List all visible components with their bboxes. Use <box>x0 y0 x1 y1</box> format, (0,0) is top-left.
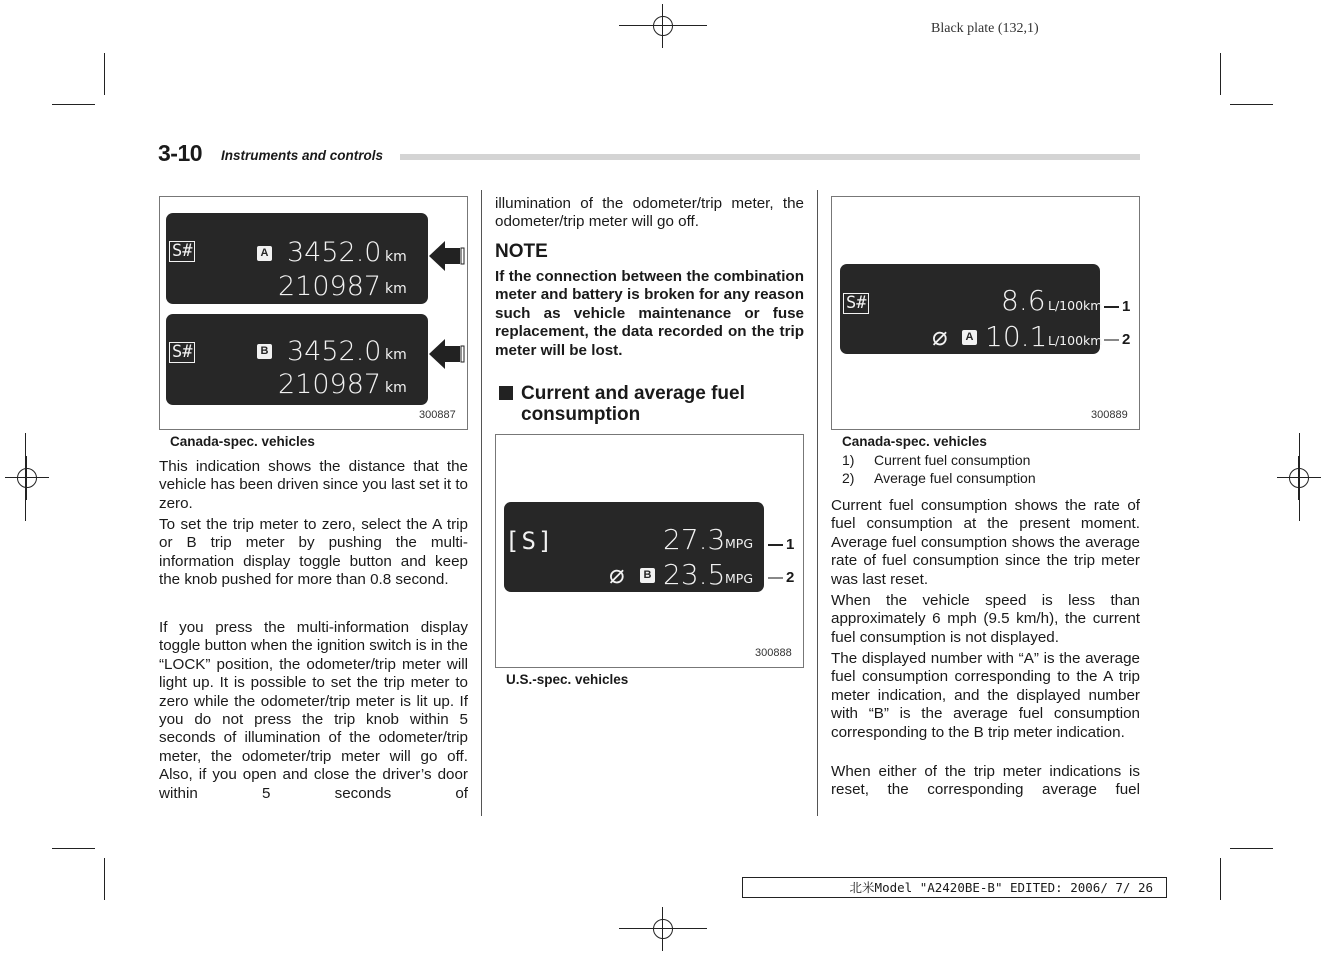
trip-letter-badge: B <box>640 568 655 583</box>
crop-mark <box>52 104 95 105</box>
trip-letter-badge: B <box>257 344 272 359</box>
odometer-value: 210987 <box>278 369 382 400</box>
trip-letter-badge: A <box>257 246 272 261</box>
registration-mark-top <box>641 4 685 48</box>
figure-caption: Canada-spec. vehicles <box>842 434 987 449</box>
paragraph: Current fuel consumption shows the rate of fuel consumption at the present moment. Average fuel consumption shows the average rate of fuel consumption since the trip meter was last reset. <box>831 497 1140 588</box>
callout-line <box>768 544 783 546</box>
trim-line-left-top <box>619 25 707 26</box>
callout-number: 2 <box>786 569 795 586</box>
crop-mark <box>1220 53 1221 95</box>
crop-mark <box>1220 858 1221 900</box>
trip-unit: km <box>385 347 407 363</box>
subheading-line: Current and average fuel <box>521 383 745 404</box>
registration-mark-bottom <box>641 907 685 951</box>
trim-line-bottom <box>619 928 707 929</box>
mode-indicator: S# <box>843 293 869 314</box>
figure-odometer-trip <box>159 196 468 430</box>
crop-mark <box>104 858 105 900</box>
page-number: 3-10 <box>158 140 203 166</box>
figure-caption: Canada-spec. vehicles <box>170 434 315 449</box>
average-symbol-icon: ⌀ <box>932 322 948 352</box>
trip-value: 3452.0 <box>287 237 382 268</box>
average-fuel-unit: MPG <box>725 571 754 586</box>
subheading-line: consumption <box>521 404 641 425</box>
trip-value: 3452.0 <box>287 336 382 367</box>
odometer-unit: km <box>385 380 407 396</box>
crop-mark <box>1299 433 1300 521</box>
mode-indicator: S# <box>169 342 195 363</box>
figure-caption: U.S.-spec. vehicles <box>506 672 629 687</box>
trip-letter-badge: A <box>962 330 977 345</box>
trip-unit: km <box>385 249 407 265</box>
paragraph: To set the trip meter to zero, select the A trip or B trip meter by pushing the multi-information display toggle button and keep the knob pushed for more than 0.8 second. <box>159 516 468 589</box>
callout-number: 2 <box>1122 331 1131 348</box>
figure-fuel-consumption-canada <box>831 196 1140 430</box>
current-fuel-unit: L/100km <box>1048 298 1103 313</box>
legend-item: 1) Current fuel consumption <box>842 452 1031 468</box>
legend-item: 2) Average fuel consumption <box>842 470 1036 486</box>
callout-line <box>1104 339 1119 341</box>
odometer-unit: km <box>385 281 407 297</box>
column-divider <box>817 190 818 816</box>
section-title: Instruments and controls <box>221 148 384 163</box>
subheading <box>521 383 811 425</box>
figure-legend <box>842 451 1036 487</box>
header-bar <box>400 154 1140 160</box>
crop-mark <box>52 848 95 849</box>
figure-fuel-consumption-us <box>495 434 804 668</box>
figure-code: 300887 <box>419 409 456 421</box>
square-bullet-icon <box>499 386 513 400</box>
registration-mark-left <box>5 456 49 500</box>
lcd-display-trip-a <box>166 213 428 304</box>
lcd-display-fuel-l100km <box>840 264 1103 354</box>
paragraph: illumination of the odometer/trip meter, the odometer/trip meter will go off. <box>495 195 804 231</box>
left-pointing-arrow-icon <box>428 239 466 273</box>
paragraph: If you press the multi-information display toggle button when the ignition switch is in the “LOCK” position, the odometer/trip meter will light up. It is possible to set the trip meter to zero while the odometer/trip meter is lit up. If you do not press the trip knob within 5 seconds of illumination of the odometer/trip meter, the odometer/trip meter will go off. Also, if you open and close the driver’s door within 5 seconds of <box>159 619 469 802</box>
crop-mark <box>25 433 26 521</box>
note-body: If the connection between the combination meter and battery is broken for any reason such as vehicle maintenance or fuse replacement, the data recorded on the trip meter will be lost. <box>495 268 804 359</box>
average-fuel-value: 23.5 <box>663 558 726 591</box>
crop-mark <box>1230 104 1273 105</box>
callout-line <box>768 577 783 579</box>
crop-mark <box>1230 848 1273 849</box>
figure-code: 300888 <box>755 647 792 659</box>
column-divider <box>481 190 482 816</box>
figure-code: 300889 <box>1091 409 1128 421</box>
paragraph: This indication shows the distance that the vehicle has been driven since you last set it to zero. <box>159 458 468 512</box>
lcd-display-fuel-mpg <box>504 502 764 592</box>
mode-indicator: [S] <box>505 527 555 555</box>
paragraph: When either of the trip meter indications is reset, the corresponding average fuel <box>831 763 1140 799</box>
crop-mark <box>104 53 105 95</box>
odometer-value: 210987 <box>278 271 382 302</box>
left-pointing-arrow-icon <box>428 337 466 371</box>
plate-label: Black plate (132,1) <box>931 21 1039 36</box>
current-fuel-value: 27.3 <box>663 523 726 556</box>
paragraph: The displayed number with “A” is the average fuel consumption corresponding to the A trip meter indication, and the displayed number with “B” is the average fuel consumption corresponding to the B trip meter indication. <box>831 650 1140 741</box>
current-fuel-unit: MPG <box>725 536 754 551</box>
average-fuel-unit: L/100km <box>1048 333 1103 348</box>
mode-indicator: S# <box>169 241 195 262</box>
note-title: NOTE <box>495 241 548 262</box>
callout-number: 1 <box>786 536 795 553</box>
paragraph: When the vehicle speed is less than approximately 6 mph (9.5 km/h), the current fuel consumption is not displayed. <box>831 592 1140 646</box>
current-fuel-value: 8.6 <box>1001 284 1046 317</box>
lcd-display-trip-b <box>166 314 428 405</box>
average-fuel-value: 10.1 <box>985 320 1048 353</box>
average-symbol-icon: ⌀ <box>609 560 625 590</box>
callout-number: 1 <box>1122 298 1131 315</box>
callout-line <box>1104 306 1119 308</box>
footer-edit-stamp: 北米Model "A2420BE-B" EDITED: 2006/ 7/ 26 <box>742 877 1167 898</box>
